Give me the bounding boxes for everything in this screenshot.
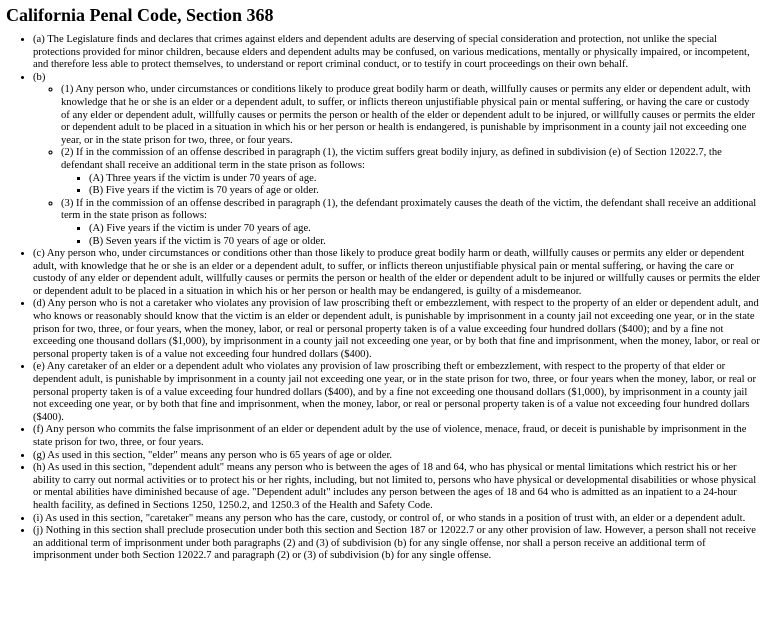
paragraph-b1: ◦ (1) Any person who, under circumstances or conditions likely to produce great bodily harm or death, willfully causes or permits any elder or dependent adult, with knowledge that he or she is an elder or a dependent adult, to suffer, or inflicts thereon unjustifiable physical pain or mental suffering, or having the care or custody of any elder or dependent adult, willfully causes or permits the person or health of the elder or dependent adult to be injured, or willfully causes or permits the elder or dependent adult to be placed in a situation in which his or her person or health is endangered, is punishable by imprisonment in a county jail not exceeding one year, or in the state prison for two, three, or four years. [61, 84, 760, 147]
paragraph-b3 [61, 198, 760, 248]
subdivision-f: • (f) Any person who commits the false imprisonment of an elder or dependent adult by the use of violence, menace, fraud, or deceit is punishable by imprisonment in the state prison for two, three, or four years. [33, 424, 760, 449]
item-b3b: ▪ (B) Seven years if the victim is 70 years of age or older. [89, 236, 760, 249]
paragraph-b3-text: (3) If in the commission of an offense described in paragraph (1), the defendant proximately causes the death of the victim, the defendant shall receive an additional term in the state prison as follows: [61, 197, 757, 222]
item-b3a: ▪ (A) Five years if the victim is under 70 years of age. [89, 223, 760, 236]
subdivision-e: • (e) Any caretaker of an elder or a dependent adult who violates any provision of law proscribing theft or embezzlement, with respect to the property of that elder or dependent adult, is punishable by imprisonment in a county jail not exceeding one year, or in the state prison for two, three, or four years when the money, labor, or real or personal property taken is of a value exceeding four hundred dollars ($400), and by a fine not exceeding one thousand dollars ($1,000), by imprisonment in a county jail not exceeding one year, or by both that fine and imprisonment, when the money, labor, or real or personal property taken is of a value not exceeding four hundred dollars ($400). [33, 361, 760, 424]
item-b2a: ▪ (A) Three years if the victim is under 70 years of age. [89, 173, 760, 186]
page-title: California Penal Code, Section 368 [6, 5, 274, 25]
paragraph-b2-items [61, 173, 760, 198]
subdivision-i: • (i) As used in this section, "caretaker" means any person who has the care, custody, or control of, or who stands in a position of trust with, an elder or a dependent adult. [33, 513, 760, 526]
subdivision-h: • (h) As used in this section, "dependent adult" means any person who is between the ages of 18 and 64, who has physical or mental limitations which restrict his or her ability to carry out normal activities or to protect his or her rights, including, but not limited to, persons who have physical or developmental disabilities or whose physical or mental abilities have diminished because of age. "Dependent adult" includes any person between the ages of 18 and 64 who is admitted as an inpatient to a 24-hour health facility, as defined in Sections 1250, 1250.2, and 1250.3 of the Health and Safety Code. [33, 462, 760, 512]
subdivision-b [33, 72, 760, 248]
section-list [6, 34, 760, 563]
item-b2b: ▪ (B) Five years if the victim is 70 years of age or older. [89, 185, 760, 198]
subdivision-c: • (c) Any person who, under circumstances or conditions other than those likely to produce great bodily harm or death, willfully causes or permits any elder or dependent adult, with knowledge that he or she is an elder or a dependent adult, to suffer, or inflicts thereon unjustifiable physical pain or mental suffering, or having the care or custody of any elder or dependent adult, willfully causes or permits the person or health of the elder or dependent adult to be injured or willfully causes or permits the elder or dependent adult to be placed in a situation in which his or her person or health may be endangered, is guilty of a misdemeanor. [33, 248, 760, 298]
subdivision-b-label: (b) [33, 71, 46, 83]
paragraph-b2-text: (2) If in the commission of an offense described in paragraph (1), the victim suffers great bodily injury, as defined in subdivision (e) of Section 12022.7, the defendant shall receive an additional term in the state prison as follows: [61, 147, 722, 171]
subdivision-j: • (j) Nothing in this section shall preclude prosecution under both this section and Section 187 or 12022.7 or any other provision of law. However, a person shall not receive an additional term of imprisonment under both paragraphs (2) and (3) of subdivision (b) for any single offense, nor shall a person receive an additional term of imprisonment under both Section 12022.7 and paragraph (2) or (3) of subdivision (b) for any single offense. [33, 525, 760, 563]
subdivision-d: • (d) Any person who is not a caretaker who violates any provision of law proscribing theft or embezzlement, with respect to the property of an elder or dependent adult, and who knows or reasonably should know that the victim is an elder or dependent adult, is punishable by imprisonment in a county jail not exceeding one year, or in the state prison for two, three, or four years, when the money, labor, or real or personal property taken is of a value exceeding four hundred dollars ($400); and by a fine not exceeding one thousand dollars ($1,000), by imprisonment in a county jail not exceeding one year, or by both that fine and imprisonment, when the money, labor, or real or personal property taken is of a value not exceeding four hundred dollars ($400). [33, 298, 760, 361]
subdivision-g: • (g) As used in this section, "elder" means any person who is 65 years of age or older. [33, 450, 760, 463]
paragraph-b3-items [61, 223, 760, 248]
subdivision-b-paragraphs [33, 84, 760, 248]
paragraph-b2 [61, 147, 760, 197]
subdivision-a: • (a) The Legislature finds and declares that crimes against elders and dependent adults are deserving of special consideration and protection, not unlike the special protections provided for minor children, because elders and dependent adults may be confused, on various medications, mentally or physically impaired, or incompetent, and therefore less able to protect themselves, to understand or report criminal conduct, or to testify in court proceedings on their own behalf. [33, 34, 760, 72]
